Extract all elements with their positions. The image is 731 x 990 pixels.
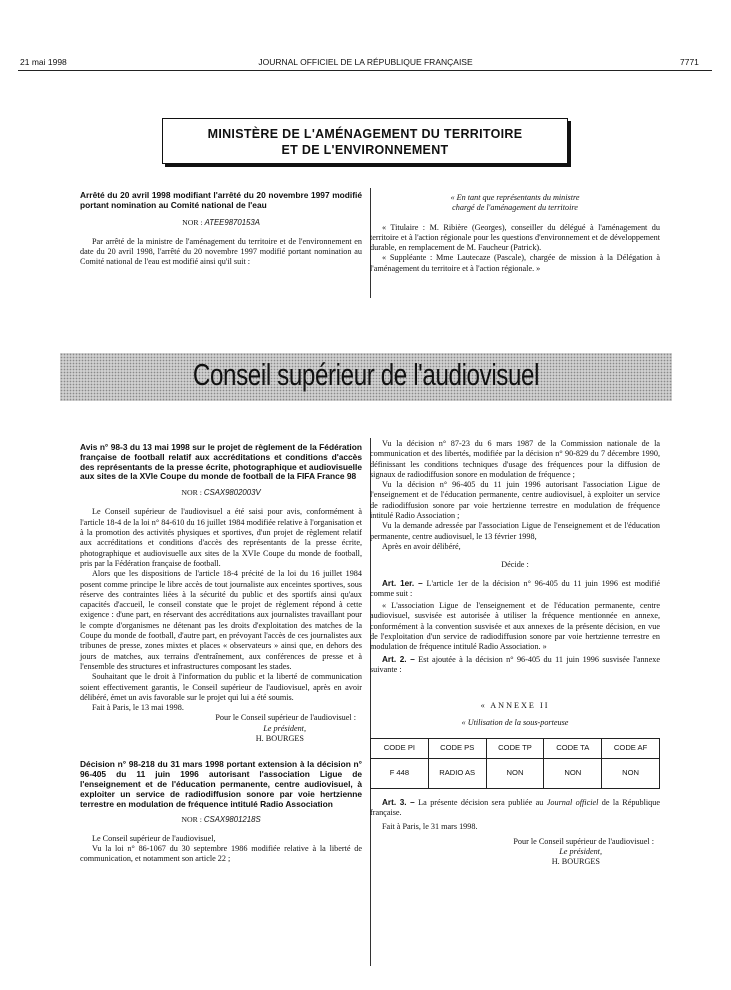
avis-paragraph-2: Alors que les dispositions de l'article 18-4 précité de la loi du 16 juillet 1984 posent comme principe le libre accès de tout journaliste aux enceintes sportives, sous réserve des contraintes liées à la sécurité du public et des sportifs ainsi qu'aux capacités d'accueil, le conseil constate que le projet de règlement répond à cette exigence : d'une part, en réservant des accréditations aux journalistes travaillant pour le compte d'organismes ne détenant pas les droits d'exploitation des matches de la Coupe du monde de football, d'autre part, en prévoyant l'accès de ces journalistes aux tribunes de presse, zones mixtes et places « observateurs » ainsi que, en dehors des jours de matches, aux terrains d'entraînement, aux conférences de presse et à l'ensemble des structures et infrastructures composant les stades. (80, 569, 362, 671)
table-row (371, 758, 660, 788)
avis-nor (80, 488, 362, 498)
csa-banner-title: Conseil supérieur de l'audiovisuel (192, 357, 540, 392)
table-header-cell: CODE PS (428, 738, 486, 758)
article-3-label: Art. 3. – (382, 797, 415, 807)
signature-for: Pour le Conseil supérieur de l'audiovisuel : (215, 713, 356, 723)
signature-title: Le président, (263, 723, 306, 733)
article-3-text-a: La présente décision sera publiée au (418, 797, 547, 807)
csa-right-column (370, 439, 660, 868)
header-date: 21 mai 1998 (20, 57, 67, 67)
signature-title: Le président, (559, 847, 602, 857)
ministry-heading-box (162, 118, 568, 164)
decision-recital-1: Vu la décision n° 87-23 du 6 mars 1987 de la Commission nationale de la communication et des libertés, modifiée par la décision n° 90-829 du 7 décembre 1990, définissant les conditions techniques d'usage des fréquences pour la diffusion de signaux de radiodiffusion sonore en modulation de fréquence ; (370, 439, 660, 479)
csa-left-column (80, 443, 362, 864)
avis-signature (80, 713, 362, 744)
table-header-cell: CODE AF (602, 738, 660, 758)
decision-recital-2: Vu la décision n° 96-405 du 11 juin 1996 autorisant l'association Ligue de l'enseignement et de l'éducation permanente, centre audiovisuel, à exploiter un service de radiodiffusion sonore par voie hertzienne terrestre en modulation de fréquence intitulé Radio Association ; (370, 480, 660, 521)
arrete-right-column (370, 193, 660, 274)
decision-paragraph-2: Vu la loi n° 86-1067 du 30 septembre 1986 modifiée relative à la liberté de communication, et notamment son article 22 ; (80, 843, 362, 864)
article-2-label: Art. 2. – (382, 654, 415, 664)
nor-code: ATEE9870153A (204, 217, 260, 227)
signature-name: H. BOURGES (255, 734, 304, 744)
arrete-nor (80, 218, 362, 228)
article-3 (370, 798, 660, 819)
article-3-journal: Journal officiel (546, 797, 599, 807)
table-cell: NON (544, 758, 602, 788)
table-cell: NON (602, 758, 660, 788)
article-2-text: Est ajoutée à la décision n° 96-405 du 11 juin 1996 susvisée l'annexe suivante : (370, 654, 660, 674)
table-cell: RADIO AS (428, 758, 486, 788)
avis-paragraph-3: Souhaitant que le droit à l'information du public et la liberté de communication soient effectivement garantis, le Conseil supérieur de l'audiovisuel, après en avoir délibéré, émet un avis favorable sur le projet qui lui a été soumis. (80, 672, 362, 702)
arrete-title: Arrêté du 20 avril 1998 modifiant l'arrêté du 20 novembre 1997 modifié portant nomination au Comité national de l'eau (80, 190, 362, 210)
table-header-cell: CODE TA (544, 738, 602, 758)
arrete-suppleante: « Suppléante : Mme Lautecaze (Pascale), chargée de mission à la Délégation à l'aménagement du territoire et à l'action régionale. » (370, 253, 660, 273)
nor-label: NOR : (181, 815, 202, 825)
ministry-line-1: MINISTÈRE DE L'AMÉNAGEMENT DU TERRITOIRE (207, 127, 523, 141)
header-page-number: 7771 (680, 57, 699, 67)
arrete-left-column (80, 191, 362, 268)
article-1-quote: « L'association Ligue de l'enseignement et de l'éducation permanente, centre audiovisuel, susvisée est autorisée à utiliser la fréquence mentionnée en annexe, conformément à la convention susvisée et aux annexes de la présente décision, en vue de l'exploitation d'un service de radiodiffusion sonore par voie hertzienne terrestre en modulation de fréquence intitulé Radio Association. » (370, 601, 660, 652)
arrete-titulaire: « Titulaire : M. Ribière (Georges), conseiller du délégué à l'aménagement du territoire et à l'action régionale pour les questions d'environnement et de développement durable, en remplacement de M. Faucheur (Patrick). (370, 222, 660, 253)
decision-decide: Décide : (501, 560, 529, 570)
table-cell: NON (486, 758, 544, 788)
article-3-text-c: de la République française. (370, 797, 660, 818)
table-cell: F 448 (371, 758, 429, 788)
article-2 (370, 655, 660, 676)
decision-nor (80, 815, 362, 825)
signature-name: H. BOURGES (551, 857, 600, 867)
nor-code: CSAX9802003V (203, 488, 261, 498)
header-rule (18, 70, 712, 71)
signature-for: Pour le Conseil supérieur de l'audiovisuel : (513, 836, 654, 846)
decision-paragraph-1: Le Conseil supérieur de l'audiovisuel, (92, 833, 216, 843)
annexe-subheading: « Utilisation de la sous-porteuse (461, 717, 569, 727)
table-header-cell: CODE TP (486, 738, 544, 758)
nor-code: CSAX9801218S (203, 815, 261, 825)
decision-recital-3: Vu la demande adressée par l'association Ligue de l'enseignement et de l'éducation permanente, centre audiovisuel, le 13 février 1998, (370, 521, 660, 541)
decision-done: Fait à Paris, le 31 mars 1998. (382, 822, 478, 832)
arrete-body: Par arrêté de la ministre de l'aménagement du territoire et de l'environnement en date du 20 avril 1998, l'arrêté du 20 novembre 1997 modifié portant nomination au Comité national de l'eau est modifié ainsi qu'il suit : (80, 236, 362, 267)
subcarrier-table (370, 738, 660, 789)
article-1-text: L'article 1er de la décision n° 96-405 du 11 juin 1996 est modifié comme suit : (370, 578, 660, 598)
annexe-heading: « ANNEXE II (480, 701, 550, 711)
decision-title: Décision n° 98-218 du 31 mars 1998 portant extension à la décision n° 96-405 du 11 juin 1996 autorisant l'association Ligue de l'enseignement et de l'éducation permanente, centre audiovisuel, à exploiter un service de radiodiffusion sonore par voie hertzienne terrestre en modulation de fréquence intitulé Radio Association (80, 759, 362, 809)
header-journal: JOURNAL OFFICIEL DE LA RÉPUBLIQUE FRANÇAISE (258, 57, 473, 67)
table-header-cell: CODE PI (371, 738, 429, 758)
decision-recital-4: Après en avoir délibéré, (382, 541, 461, 551)
avis-done: Fait à Paris, le 13 mai 1998. (92, 703, 184, 713)
avis-paragraph-1: Le Conseil supérieur de l'audiovisuel a été saisi pour avis, conformément à l'article 18-4 de la loi n° 84-610 du 16 juillet 1984 modifiée relative à l'organisation et à la promotion des activités physiques et sportives, d'un projet de règlement relatif aux accréditations et conditions d'accès des représentants de la presse écrite, photographique et audiovisuelle aux sites de la XVIe Coupe du monde de football, pris par la Fédération française de football. (80, 507, 362, 568)
decision-signature (370, 837, 660, 868)
arrete-right-heading: « En tant que représentants du ministre chargé de l'aménagement du territoire (450, 193, 580, 213)
table-header-row (371, 738, 660, 758)
ministry-line-2: ET DE L'ENVIRONNEMENT (281, 143, 449, 157)
article-1 (370, 579, 660, 600)
article-1-label: Art. 1er. – (382, 578, 423, 588)
nor-label: NOR : (181, 488, 202, 498)
nor-label: NOR : (182, 217, 203, 227)
avis-title: Avis n° 98-3 du 13 mai 1998 sur le projet de règlement de la Fédération française de football relatif aux accréditations et conditions d'accès des représentants de la presse écrite, photographique et audiovisuelle aux sites de la XVIe Coupe du monde de football de la FIFA France 98 (80, 442, 362, 482)
